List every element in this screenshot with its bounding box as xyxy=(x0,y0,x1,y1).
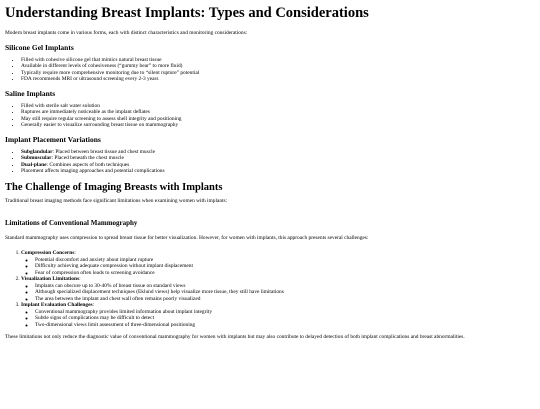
sub-list-item: ◦ Difficulty achieving adequate compression without implant displacement xyxy=(35,263,535,270)
page-title: Understanding Breast Implants: Types and Considerations xyxy=(5,5,369,21)
list-item xyxy=(21,168,535,175)
list-item: • Generally easier to visualize surrounding breast tissue on mammography xyxy=(21,122,535,129)
challenges-list xyxy=(5,250,535,328)
term: Submuscular xyxy=(21,155,52,162)
sub-list-item: ◦ Subtle signs of complications may be difficult to detect xyxy=(35,315,535,322)
list-item: • May still require regular screening to assess shell integrity and positioning xyxy=(21,116,535,123)
saline-heading: Saline Implants xyxy=(5,88,56,98)
sub-list-item: ◦ Fear of compression often leads to screening avoidance xyxy=(35,270,535,277)
term-description: : Combines aspects of both techniques xyxy=(46,161,130,168)
term: Subglandular xyxy=(21,148,53,155)
list-item: • Filled with sterile salt water solution xyxy=(21,103,535,110)
sub-list xyxy=(21,283,535,303)
spacer xyxy=(5,211,535,214)
document xyxy=(0,4,540,341)
term: Implant Evaluation Challenges xyxy=(21,302,93,309)
term-description: Placement affects imaging approaches and potential complications xyxy=(21,168,165,175)
sub-list-item: ◦ Although specialized displacement techniques (Eklund views) help visualize more tissue, they still have limitations xyxy=(35,289,535,296)
intro-paragraph: Modern breast implants come in various forms, each with distinct characteristics and monitoring considerations: xyxy=(5,30,248,36)
conclusion-paragraph: These limitations not only reduce the diagnostic value of conventional mammography for women with implants but may also contribute to delayed detection of both implant complications and breast abnormalities. xyxy=(5,334,465,341)
sub-list-item: ◦ Potential discomfort and anxiety about implant rupture xyxy=(35,257,535,264)
list-item: 2. Visualization Limitations: ◦ Implants can obscure up to 30-40% of breast tissue on standard views ◦ Although specialized displacement techniques (Eklund views) help visualize more tissue, they still have limitations ◦ The area between the implant and chest wall often remains poorly visualized xyxy=(21,276,535,302)
sub-list xyxy=(21,257,535,277)
placement-heading: Implant Placement Variations xyxy=(5,134,101,144)
placement-list xyxy=(5,149,535,175)
list-item: • FDA recommends MRI or ultrasound screening every 2-3 years xyxy=(21,76,535,83)
limitations-intro: Standard mammography uses compression to spread breast tissue for better visualization. However, for women with implants, this approach presents several challenges: xyxy=(5,234,369,241)
sub-list-item: ◦ Two-dimensional views limit assessment of three-dimensional positioning xyxy=(35,322,535,329)
limitations-heading: Limitations of Conventional Mammography xyxy=(5,218,138,227)
list-item: • Ruptures are immediately noticeable as the implant deflates xyxy=(21,109,535,116)
sub-list-item: ◦ Implants can obscure up to 30-40% of breast tissue on standard views xyxy=(35,283,535,290)
sub-list-item: ◦ Conventional mammography provides limited information about implant integrity xyxy=(35,309,535,316)
sub-list-item: ◦ The area between the implant and chest wall often remains poorly visualized xyxy=(35,296,535,303)
list-item: • Typically require more comprehensive monitoring due to “silent rupture” potential xyxy=(21,70,535,77)
silicone-list xyxy=(5,57,535,83)
challenge-intro: Traditional breast imaging methods face significant limitations when examining women with implants: xyxy=(5,197,228,204)
list-item: • Available in different levels of cohesiveness (“gummy bear” to more fluid) xyxy=(21,63,535,70)
list-item: 1. Compression Concerns: ◦ Potential discomfort and anxiety about implant rupture ◦ Difficulty achieving adequate compression without implant displacement ◦ Fear of compression often leads to screening avoidance xyxy=(21,250,535,276)
term: Visualization Limitations xyxy=(21,276,80,283)
silicone-heading: Silicone Gel Implants xyxy=(5,42,74,52)
term-description: : Placed beneath the chest muscle xyxy=(51,155,124,162)
challenge-heading: The Challenge of Imaging Breasts with Implants xyxy=(5,181,223,193)
sub-list xyxy=(21,309,535,329)
saline-list xyxy=(5,103,535,129)
term: Compression Concerns xyxy=(21,250,75,257)
term: Dual-plane xyxy=(21,161,47,168)
term-description: : Placed between breast tissue and chest muscle xyxy=(52,148,156,155)
list-item: • Filled with cohesive silicone gel that mimics natural breast tissue xyxy=(21,57,535,64)
list-item: 3. Implant Evaluation Challenges: ◦ Conventional mammography provides limited information about implant integrity ◦ Subtle signs of complications may be difficult to detect ◦ Two-dimensional views limit assessment of three-dimensional positioning xyxy=(21,302,535,328)
